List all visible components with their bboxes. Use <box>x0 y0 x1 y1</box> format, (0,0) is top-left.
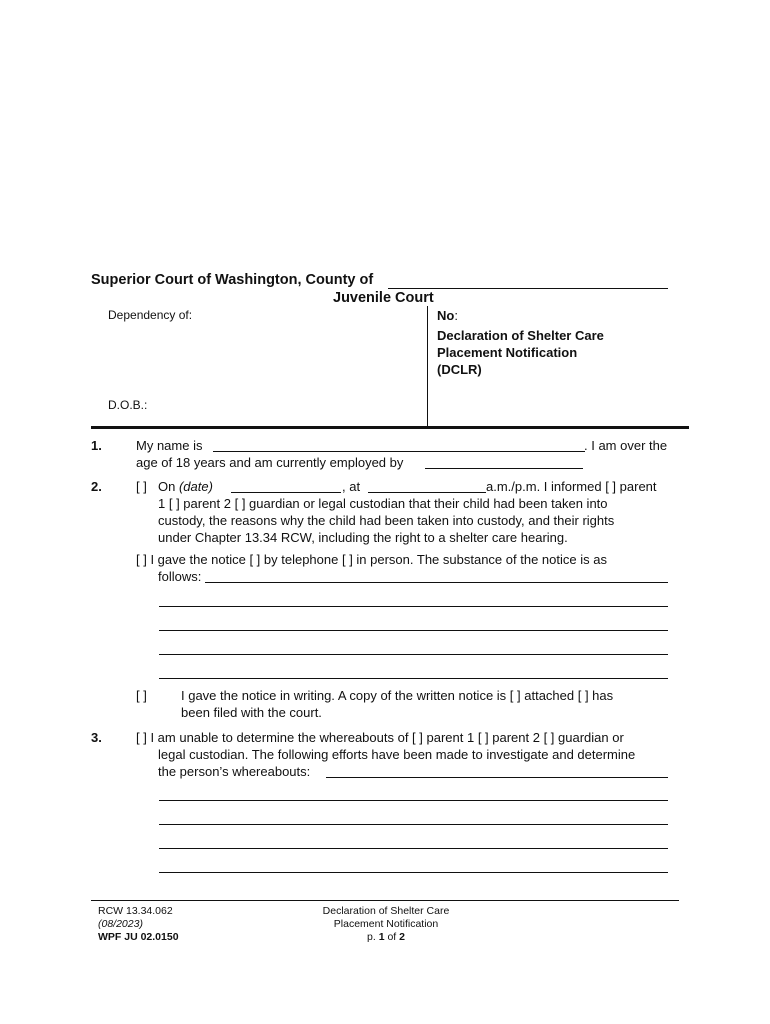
name-field[interactable] <box>213 451 585 452</box>
whereabouts-line[interactable] <box>159 800 668 801</box>
doc-title-line1: Declaration of Shelter Care <box>437 328 604 343</box>
on-label: On (date) <box>158 479 213 494</box>
over-age-text: . I am over the <box>584 438 668 453</box>
time-field[interactable] <box>368 492 486 493</box>
footer-revision: (08/2023) <box>98 918 143 930</box>
section-2-line2: 1 [ ] parent 2 [ ] guardian or legal custodian that their child had been taken into <box>158 496 608 511</box>
court-title: Superior Court of Washington, County of <box>91 272 374 288</box>
footer-rcw: RCW 13.34.062 <box>98 905 173 917</box>
whereabouts-line[interactable] <box>159 872 668 873</box>
writing-checkbox[interactable]: [ ] <box>136 688 147 703</box>
section-2-line4: under Chapter 13.34 RCW, including the right to a shelter care hearing. <box>158 530 568 545</box>
employed-by-label: age of 18 years and am currently employed by <box>136 455 404 470</box>
whereabouts-label: the person’s whereabouts: <box>158 764 311 779</box>
juvenile-court-title: Juvenile Court <box>333 290 434 306</box>
whereabouts-line[interactable] <box>159 824 668 825</box>
notice-substance-line[interactable] <box>159 654 668 655</box>
whereabouts-line[interactable] <box>159 848 668 849</box>
name-label: My name is <box>136 438 203 453</box>
section-3-line2: legal custodian. The following efforts have been made to investigate and determine <box>158 747 636 762</box>
section-2-number: 2. <box>91 479 102 494</box>
employer-field[interactable] <box>425 468 583 469</box>
dependency-label: Dependency of: <box>108 308 193 322</box>
date-field[interactable] <box>231 492 341 493</box>
caption-divider <box>427 306 428 427</box>
footer-title-line2: Placement Notification <box>333 918 439 930</box>
notice-substance-line[interactable] <box>159 678 668 679</box>
whereabouts-field[interactable] <box>326 777 668 778</box>
footer-rule <box>91 900 679 901</box>
doc-title-line3: (DCLR) <box>437 362 482 377</box>
dob-label: D.O.B.: <box>108 398 148 412</box>
county-field[interactable] <box>388 288 668 289</box>
notice-substance-line[interactable] <box>159 606 668 607</box>
informed-checkbox[interactable]: [ ] <box>136 479 147 494</box>
section-3-line1: [ ] I am unable to determine the whereabouts of [ ] parent 1 [ ] parent 2 [ ] guardian or <box>136 730 624 745</box>
writing-notice-line1: I gave the notice in writing. A copy of the written notice is [ ] attached [ ] has <box>181 688 614 703</box>
section-2-line3: custody, the reasons why the child had been taken into custody, and their rights <box>158 513 615 528</box>
writing-notice-line2: been filed with the court. <box>181 705 322 720</box>
at-label: , at <box>342 479 361 494</box>
caption-rule <box>91 426 689 429</box>
case-number-label: No: <box>437 308 458 323</box>
notice-substance-line[interactable] <box>159 630 668 631</box>
doc-title-line2: Placement Notification <box>437 345 578 360</box>
footer-title-line1: Declaration of Shelter Care <box>322 905 450 917</box>
section-1-number: 1. <box>91 438 102 453</box>
footer-form-number: WPF JU 02.0150 <box>98 931 179 943</box>
notice-substance-field[interactable] <box>205 582 668 583</box>
footer-page-number: p. 1 of 2 <box>367 931 405 943</box>
notice-method-text: [ ] I gave the notice [ ] by telephone [ ] in person. The substance of the notice is as <box>136 552 607 567</box>
section-3-number: 3. <box>91 730 102 745</box>
follows-label: follows: <box>158 569 202 584</box>
ampm-informed-text: a.m./p.m. I informed [ ] parent <box>486 479 657 494</box>
